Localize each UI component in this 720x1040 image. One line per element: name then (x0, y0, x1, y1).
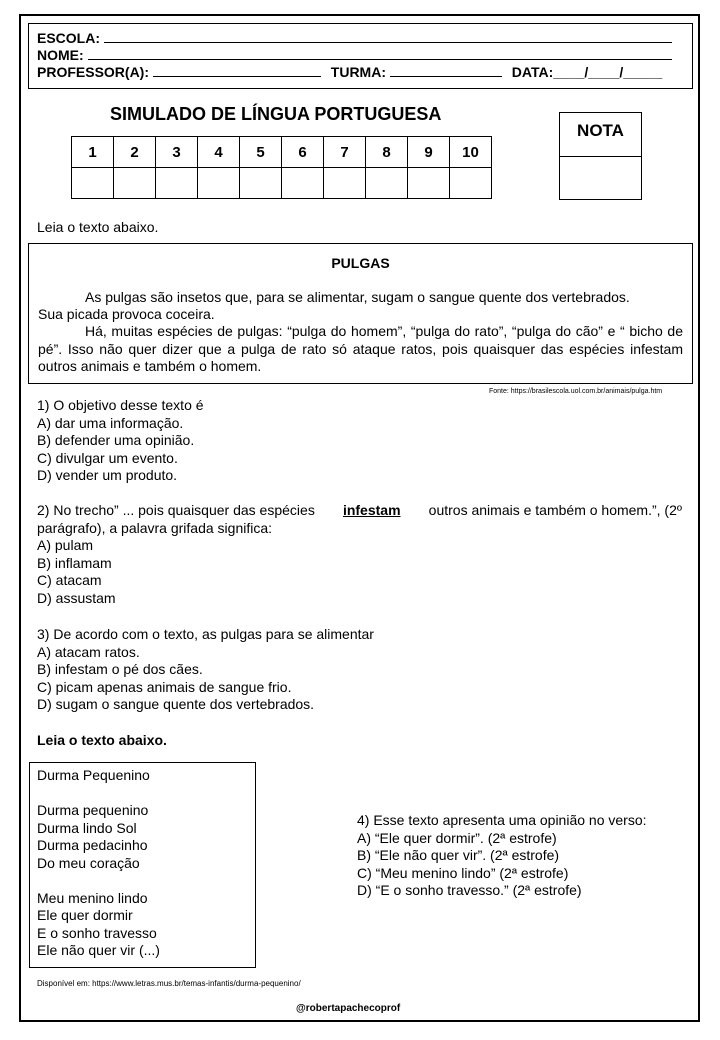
question-stem: 3) De acordo com o texto, as pulgas para se alimentar (37, 626, 374, 642)
turma-field[interactable] (390, 64, 502, 77)
author-handle: @robertapachecoprof (296, 1003, 401, 1014)
option[interactable]: C) divulgar um evento. (37, 449, 178, 466)
stem-part: outros animais e também o homem.”, (2º (424, 502, 682, 518)
answer-number: 9 (408, 137, 450, 168)
answer-cell[interactable] (198, 168, 240, 199)
escola-row (37, 30, 672, 46)
poem-title: Durma Pequenino (37, 767, 150, 783)
answer-cell[interactable] (72, 168, 114, 199)
instruction: Leia o texto abaixo. (37, 219, 159, 235)
nome-row (37, 47, 672, 63)
answer-cell[interactable] (114, 168, 156, 199)
question-4 (357, 812, 647, 900)
page-title: SIMULADO DE LÍNGUA PORTUGUESA (110, 104, 442, 124)
answer-number: 8 (366, 137, 408, 168)
option[interactable]: C) “Meu menino lindo” (2ª estrofe) (357, 864, 569, 881)
question-stem-line-2: parágrafo), a palavra grifada significa: (37, 519, 273, 536)
answer-number: 1 (72, 137, 114, 168)
professor-field[interactable] (153, 64, 321, 77)
option[interactable]: C) picam apenas animais de sangue frio. (37, 678, 292, 695)
answer-number: 5 (240, 137, 282, 168)
reading-text-box (28, 243, 693, 384)
answer-number: 10 (450, 137, 492, 168)
paragraph-2: Há, muitas espécies de pulgas: “pulga do homem”, “pulga do rato”, “pulga do cão” e “ bicho de pé”. Isso não quer dizer que a pulga de rato só ataque ratos, pois quaisquer das espécies infestam outros animais e também o homem. (38, 323, 683, 374)
source-note: Fonte: https://brasilescola.uol.com.br/animais/pulga.htm (489, 388, 663, 395)
question-1 (37, 397, 204, 485)
option[interactable]: D) vender um produto. (37, 467, 178, 483)
answer-cell[interactable] (240, 168, 282, 199)
question-stem: 4) Esse texto apresenta uma opinião no verso: (357, 812, 647, 828)
answer-number: 4 (198, 137, 240, 168)
poem-verse: E o sonho travesso (37, 924, 157, 941)
option[interactable]: D) “E o sonho travesso.” (2ª estrofe) (357, 882, 582, 898)
question-3 (37, 626, 374, 714)
answer-cell[interactable] (282, 168, 324, 199)
poem-source: Disponível em: https://www.letras.mus.br/temas-infantis/durma-pequenino/ (37, 979, 301, 988)
option[interactable]: D) assustam (37, 589, 116, 606)
paragraph-1-line-1: As pulgas são insetos que, para se alimentar, sugam o sangue quente dos vertebrados. (85, 289, 630, 305)
poem-verse: Meu menino lindo (37, 889, 148, 906)
stem-part: 2) No trecho” ... pois quaisquer das espécies (37, 502, 319, 518)
answer-number: 7 (324, 137, 366, 168)
poem-verse: Do meu coração (37, 854, 140, 871)
escola-label: ESCOLA: (37, 30, 100, 46)
grade-box (559, 112, 642, 200)
option[interactable]: B) “Ele não quer vir”. (2ª estrofe) (357, 847, 560, 863)
poem (37, 767, 160, 960)
option[interactable]: B) inflamam (37, 554, 112, 571)
option[interactable]: A) atacam ratos. (37, 643, 140, 660)
underlined-word: infestam (342, 502, 401, 518)
answer-cell[interactable] (450, 168, 492, 199)
data-field[interactable]: ____/____/_____ (553, 64, 663, 80)
nome-label: NOME: (37, 47, 84, 63)
option[interactable]: A) “Ele quer dormir”. (2ª estrofe) (357, 829, 557, 846)
poem-verse: Durma pedacinho (37, 837, 148, 853)
answer-cell[interactable] (408, 168, 450, 199)
question-stem: 1) O objetivo desse texto é (37, 397, 204, 413)
grade-field[interactable] (560, 157, 641, 200)
answer-cell[interactable] (156, 168, 198, 199)
poem-verse: Ele quer dormir (37, 907, 133, 923)
option[interactable]: B) infestam o pé dos cães. (37, 661, 203, 677)
answer-cell[interactable] (366, 168, 408, 199)
professor-row (37, 64, 662, 80)
option[interactable]: D) sugam o sangue quente dos vertebrados. (37, 696, 315, 712)
escola-field[interactable] (104, 30, 672, 43)
paragraph-1-line-2: Sua picada provoca coceira. (38, 306, 215, 322)
nome-field[interactable] (88, 47, 672, 60)
poem-verse: Durma lindo Sol (37, 819, 137, 836)
poem-box (29, 762, 256, 968)
answer-number: 2 (114, 137, 156, 168)
data-label: DATA: (511, 64, 554, 80)
answer-number: 6 (282, 137, 324, 168)
poem-verse: Durma pequenino (37, 802, 149, 818)
answer-grid (71, 136, 492, 199)
answer-number: 3 (156, 137, 198, 168)
instruction: Leia o texto abaixo. (37, 732, 167, 748)
turma-label: TURMA: (330, 64, 386, 80)
student-info-box (28, 23, 693, 89)
professor-label: PROFESSOR(A): (37, 64, 149, 80)
reading-text-title: PULGAS (331, 255, 390, 271)
option[interactable]: A) dar uma informação. (37, 414, 184, 431)
answer-cell[interactable] (324, 168, 366, 199)
question-2 (37, 502, 682, 607)
option[interactable]: A) pulam (37, 537, 94, 553)
option[interactable]: B) defender uma opinião. (37, 432, 195, 448)
poem-verse: Ele não quer vir (...) (37, 942, 160, 958)
option[interactable]: C) atacam (37, 572, 102, 588)
question-stem (37, 502, 682, 520)
grade-label: NOTA (560, 113, 641, 157)
